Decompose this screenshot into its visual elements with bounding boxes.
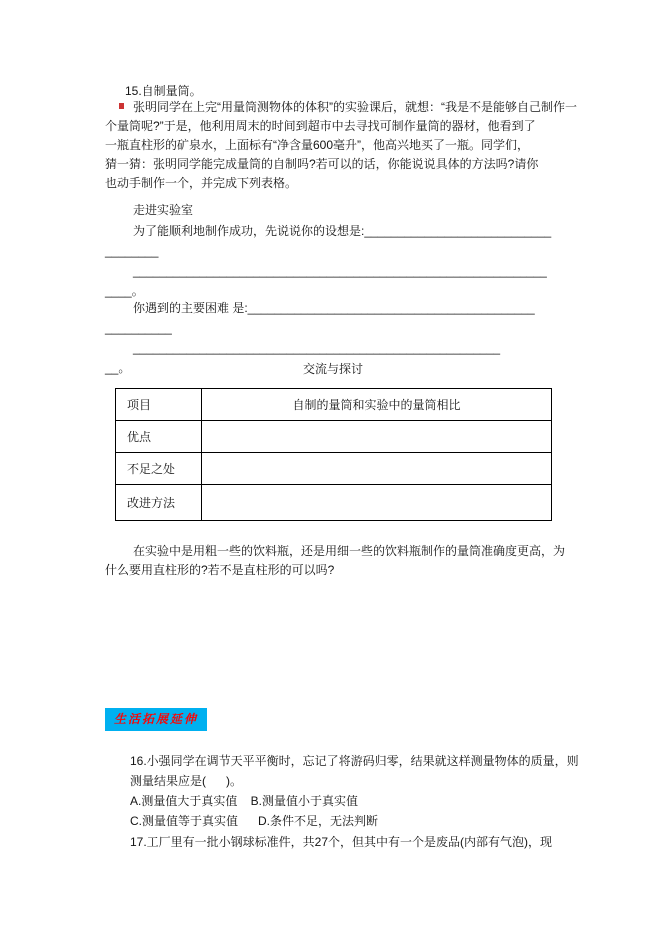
q15-followup-line: 什么要用直柱形的?若不是直柱形的可以吗?	[105, 563, 335, 577]
question-15-title: 15.自制量筒。	[125, 84, 202, 98]
question-17-line: 17.工厂里有一批小钢球标准件，共27个，但其中有一个是废品(内部有气泡)，现	[130, 835, 553, 849]
fill-blank-line: _______________________________________________________	[133, 341, 501, 355]
q15-intro-line: 也动手制作一个，并完成下列表格。	[105, 176, 298, 190]
q15-followup-line: 在实验中是用粗一些的饮料瓶，还是用细一些的饮料瓶制作的量筒准确度更高，为	[133, 544, 566, 558]
q15-intro-line: 一瓶直柱形的矿泉水，上面标有“净含量600毫升”，他高兴地买了一瓶。同学们，	[105, 138, 530, 152]
q15-followup-question	[105, 542, 565, 580]
lab-section-heading: 走进实验室	[133, 203, 194, 217]
q16-options-cd: C.测量值等于真实值 D.条件不足，无法判断	[130, 814, 379, 828]
fill-blank-line: ______________________________________________________________	[133, 264, 547, 278]
fill-blank-line: __。	[105, 361, 131, 375]
fill-blank-line: 为了能顺利地制作成功，先说说你的设想是:____________________________	[133, 224, 552, 238]
table-row-label-shortcomings: 不足之处	[116, 453, 202, 485]
table-row	[116, 453, 552, 485]
fill-blank-line: 你遇到的主要困难 是:___________________________________________	[133, 301, 535, 315]
question-16	[130, 751, 579, 831]
discussion-heading: 交流与探讨	[302, 362, 363, 376]
table-row-label-advantages: 优点	[116, 421, 202, 453]
fill-blank-line: __________	[105, 321, 172, 335]
q15-intro-line: 个量筒呢?”于是，他利用周末的时间到超市中去寻找可制作量筒的器材，他看到了	[105, 119, 536, 133]
q16-options-ab: A.测量值大于真实值 B.测量值小于真实值	[130, 794, 359, 808]
q15-intro-line: 猜一猜：张明同学能完成量筒的自制吗?若可以的话，你能说说具体的方法吗?请你	[105, 157, 539, 171]
table-row	[116, 421, 552, 453]
q15-intro-line: 张明同学在上完“用量筒测物体的体积”的实验课后，就想：“我是不是能够自己制作一	[133, 100, 577, 114]
table-header-item: 项目	[116, 389, 202, 421]
table-answer-cell	[202, 485, 552, 521]
fill-blank-line: ____。	[105, 284, 144, 298]
q16-stem-line: 测量结果应是( )。	[130, 774, 242, 788]
table-row	[116, 485, 552, 521]
table-header-row	[116, 389, 552, 421]
table-answer-cell	[202, 453, 552, 485]
table-header-compare: 自制的量筒和实验中的量筒相比	[202, 389, 552, 421]
comparison-table	[115, 388, 552, 521]
section-badge-life-extension: 生活拓展延伸	[105, 708, 207, 731]
table-answer-cell	[202, 421, 552, 453]
fill-blank-line: ________	[105, 244, 159, 258]
q15-intro-paragraph	[105, 98, 577, 193]
q16-stem-line: 16.小强同学在调节天平平衡时，忘记了将游码归零，结果就这样测量物体的质量，则	[130, 754, 579, 768]
table-row-label-improvements: 改进方法	[116, 485, 202, 521]
q15-idea-blanks	[105, 221, 561, 301]
